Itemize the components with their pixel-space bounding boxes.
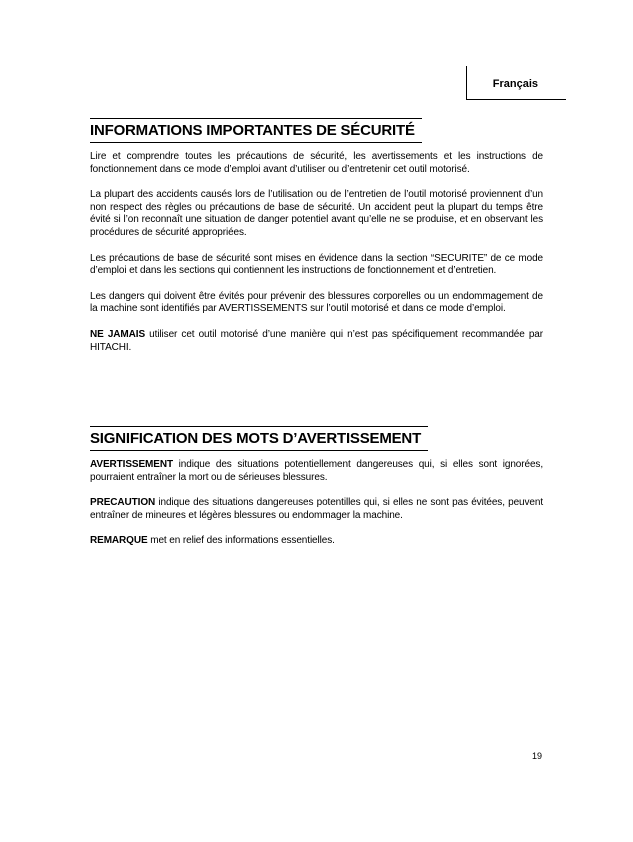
warning-text: utiliser cet outil motorisé d’une manière qui n’est pas spécifiquement recommandée par HITACHI. xyxy=(90,328,544,353)
section-title: SIGNIFICATION DES MOTS D’AVERTISSEMENT xyxy=(90,430,422,447)
definition-term: PRECAUTION xyxy=(90,497,156,509)
definition-paragraph xyxy=(90,459,543,484)
safety-information-section xyxy=(90,118,543,367)
section-title-frame xyxy=(90,118,422,143)
definition-term: AVERTISSEMENT xyxy=(90,459,173,470)
definition-paragraph xyxy=(90,535,543,548)
definition-term: REMARQUE xyxy=(90,535,148,547)
paragraph: Lire et comprendre toutes les précautions de sécurité, les avertissements et les instructions de fonctionnement dans ce mode d’emploi avant d’utiliser ou d’entretenir cet outil motorisé. xyxy=(90,151,543,175)
paragraph: La plupart des accidents causés lors de l’utilisation ou de l’entretien de l’outil motorisé proviennent d’un non respect des règles ou précautions de base de sécurité. Un accident peut la plupart du temps être évité si l’on reconnaît une situation de danger potentiel avant qu’elle ne se produise, et en observant les procédures de sécurité appropriées. xyxy=(90,189,543,238)
warning-words-section xyxy=(90,426,543,561)
section-title: INFORMATIONS IMPORTANTES DE SÉCURITÉ xyxy=(90,122,415,139)
definition-text: indique des situations dangereuses potentilles qui, si elles ne sont pas évitées, peuvent entraîner de mineures et légères blessures ou endommager la machine. xyxy=(90,497,543,521)
definition-text: indique des situations potentiellement dangereuses qui, si elles sont ignorées, pourraient entraîner la mort ou de sérieuses blessures. xyxy=(90,459,543,483)
warning-paragraph xyxy=(90,329,543,354)
language-label: Français xyxy=(492,78,538,90)
definition-paragraph xyxy=(90,497,543,522)
paragraph: Les dangers qui doivent être évités pour prévenir des blessures corporelles ou un endommagement de la machine sont identifiés par AVERTISSEMENTS sur l’outil motorisé et dans ce mode d’emploi. xyxy=(90,290,543,315)
section-title-frame xyxy=(90,426,428,451)
language-tab xyxy=(466,66,566,100)
page-number: 19 xyxy=(532,751,543,761)
warning-bold-term: NE JAMAIS xyxy=(90,328,146,340)
paragraph: Les précautions de base de sécurité sont mises en évidence dans la section “SECURITE” de ce mode d’emploi et dans les sections qui contiennent les instructions de fonctionnement et d’entretien. xyxy=(90,252,543,277)
definition-text: met en relief des informations essentielles. xyxy=(147,535,335,547)
